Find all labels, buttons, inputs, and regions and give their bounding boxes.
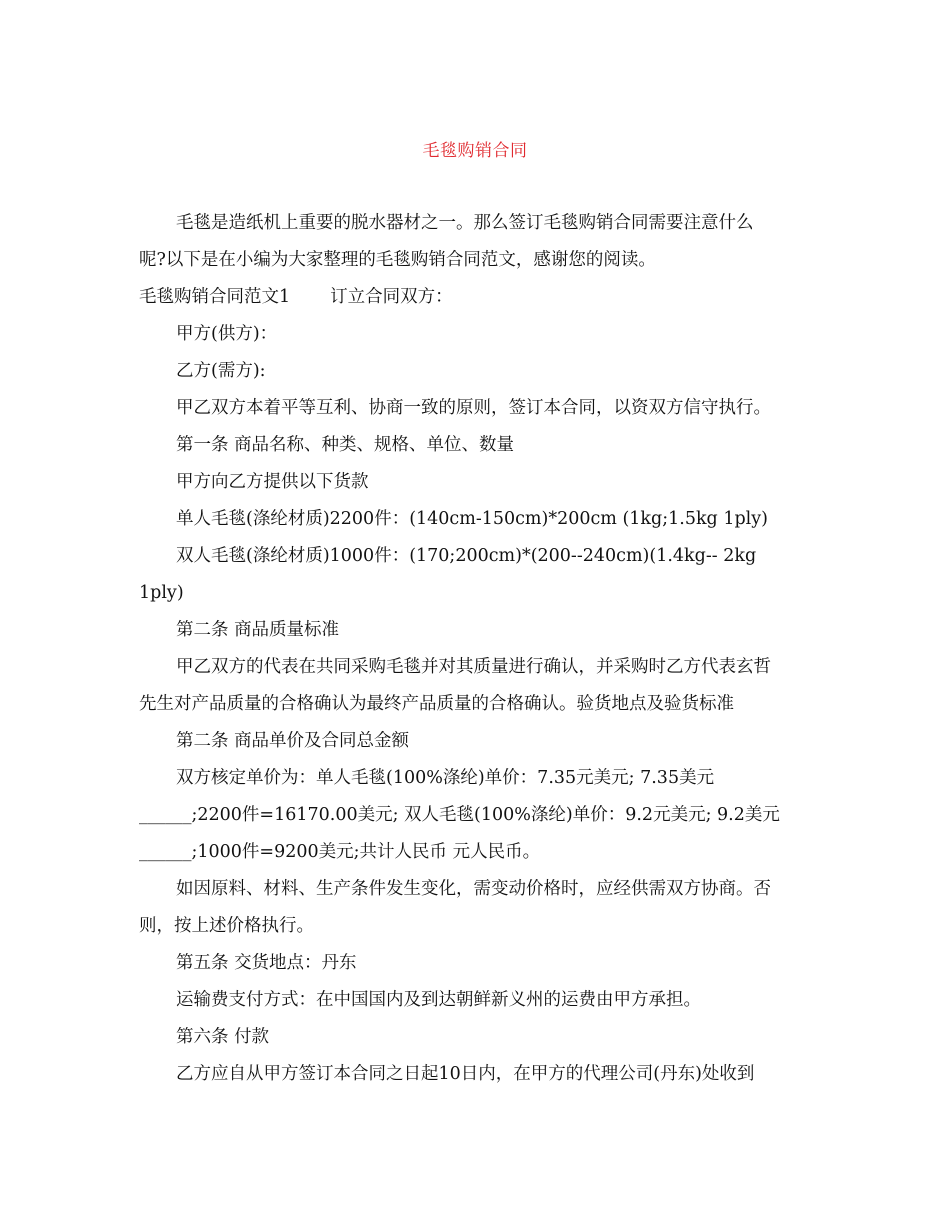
document-title: 毛毯购销合同 [422,141,528,161]
paragraph-line: 呢?以下是在小编为大家整理的毛毯购销合同范文，感谢您的阅读。 [139,250,656,270]
paragraph-line: ______;2200件=16170.00美元; 双人毛毯(100%涤纶)单价：9.2元美元; 9.2美元 [139,805,780,825]
paragraph-line: 乙方(需方): [176,361,266,381]
paragraph-line: ______;1000件=9200美元;共计人民币 元人民币。 [139,842,541,862]
paragraph-line: 则，按上述价格执行。 [139,916,314,936]
paragraph-line: 先生对产品质量的合格确认为最终产品质量的合格确认。验货地点及验货标准 [139,694,734,714]
paragraph-line: 乙方应自从甲方签订本合同之日起10日内，在甲方的代理公司(丹东)处收到 [176,1064,755,1084]
parties-heading: 订立合同双方： [330,287,453,307]
article-heading: 第二条 商品单价及合同总金额 [176,731,410,751]
sample-heading: 毛毯购销合同范文1 [139,287,291,307]
paragraph-line: 单人毛毯(涤纶材质)2200件：(140cm-150cm)*200cm (1kg;1.5kg 1ply) [176,509,768,529]
article-heading: 第一条 商品名称、种类、规格、单位、数量 [176,435,515,455]
paragraph-line: 甲方向乙方提供以下货款 [176,472,369,492]
article-heading: 第二条 商品质量标准 [176,620,340,640]
article-heading: 第五条 交货地点：丹东 [176,953,357,973]
article-heading: 第六条 付款 [176,1027,270,1047]
paragraph-line: 毛毯是造纸机上重要的脱水器材之一。那么签订毛毯购销合同需要注意什么 [176,213,754,233]
paragraph-line: 双人毛毯(涤纶材质)1000件：(170;200cm)*(200--240cm)(1.4kg-- 2kg [176,546,757,566]
document-body [139,205,815,1093]
paragraph-line: 1ply) [139,583,184,603]
paragraph-line [139,279,815,316]
paragraph-line: 甲方(供方)： [176,324,278,344]
paragraph-line: 双方核定单价为：单人毛毯(100%涤纶)单价：7.35元美元; 7.35美元 [176,768,715,788]
paragraph-line: 如因原料、材料、生产条件发生变化，需变动价格时，应经供需双方协商。否 [176,879,771,899]
paragraph-line: 甲乙双方本着平等互利、协商一致的原则，签订本合同，以资双方信守执行。 [176,398,771,418]
paragraph-line: 甲乙双方的代表在共同采购毛毯并对其质量进行确认，并采购时乙方代表玄哲 [176,657,771,677]
paragraph-line: 运输费支付方式：在中国国内及到达朝鲜新义州的运费由甲方承担。 [176,990,701,1010]
